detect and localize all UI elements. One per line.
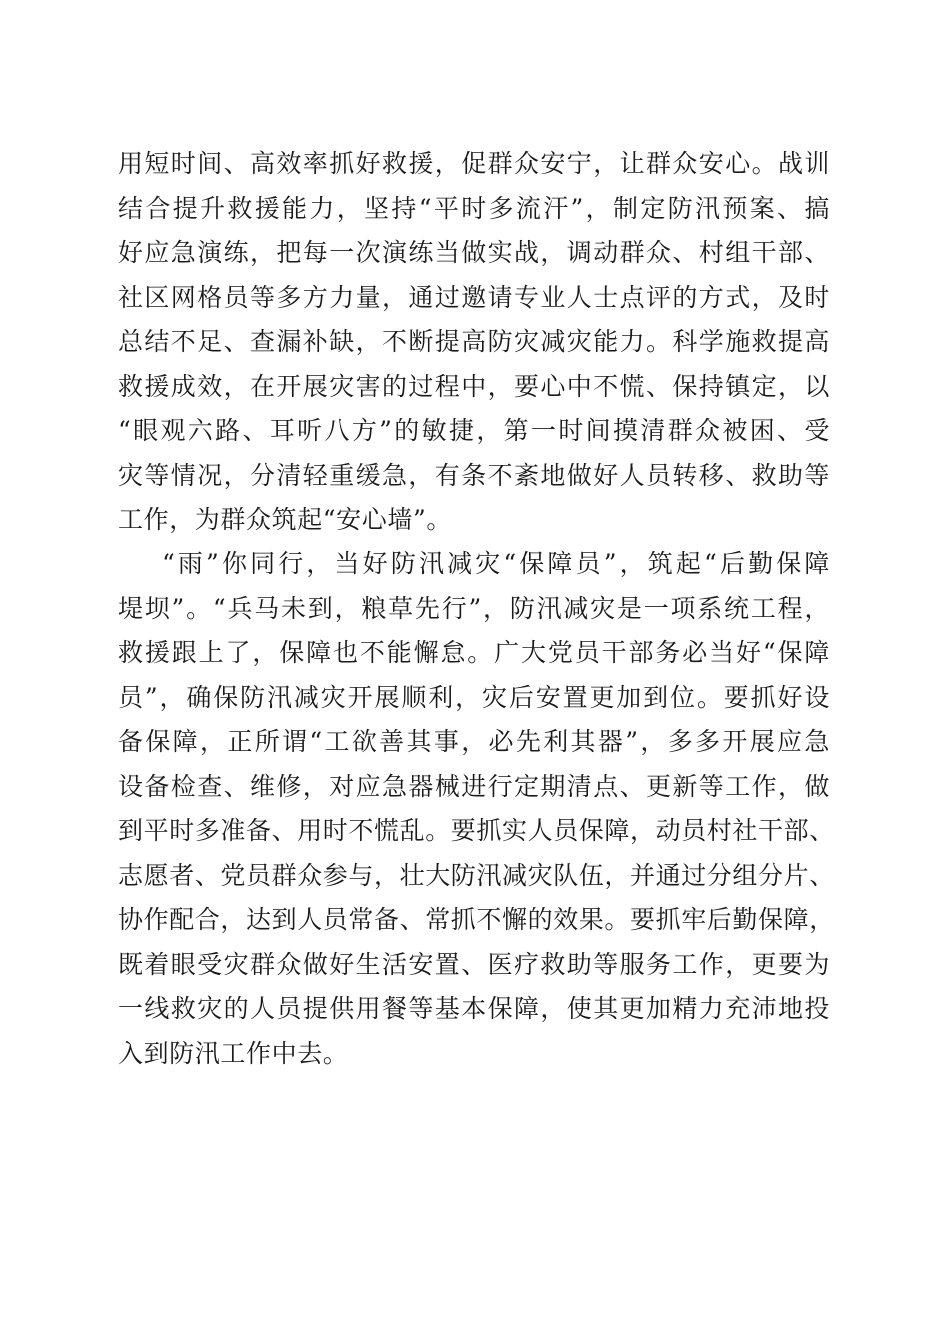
text-line: 堤坝”。“兵马未到，粮草先行”，防汛减灾是一项系统工程， [118, 593, 830, 623]
text-line: 入到防汛工作中去。 [118, 1038, 349, 1068]
text-line: 救援成效，在开展灾害的过程中，要心中不慌、保持镇定，以 [118, 371, 830, 401]
text-line: 灾等情况，分清轻重缓急，有条不紊地做好人员转移、救助等 [118, 460, 830, 490]
paragraph-rescue [118, 142, 830, 543]
text-line: “眼观六路、耳听八方”的敏捷，第一时间摸清群众被困、受 [118, 416, 830, 445]
text-line: 结合提升救援能力，坚持“平时多流汗”，制定防汛预案、搞 [118, 193, 830, 223]
text-line: 好应急演练，把每一次演练当做实战，调动群众、村组干部、 [118, 238, 830, 267]
text-line: 既着眼受灾群众做好生活安置、医疗救助等服务工作，更要为 [118, 949, 830, 979]
text-line: 员”，确保防汛减灾开展顺利，灾后安置更加到位。要抓好设 [118, 682, 830, 712]
text-line: “雨”你同行，当好防汛减灾“保障员”，筑起“后勤保障 [162, 549, 830, 578]
text-line: 社区网格员等多方力量，通过邀请专业人士点评的方式，及时 [118, 282, 830, 312]
text-line: 用短时间、高效率抓好救援，促群众安宁，让群众安心。战训 [118, 149, 830, 178]
text-line: 救援跟上了，保障也不能懈怠。广大党员干部务必当好“保障 [118, 638, 830, 667]
text-line: 志愿者、党员群众参与，壮大防汛减灾队伍，并通过分组分片、 [118, 860, 835, 890]
text-line: 备保障，正所谓“工欲善其事，必先利其器”，多多开展应急 [118, 727, 830, 756]
text-line: 协作配合，达到人员常备、常抓不懈的效果。要抓牢后勤保障， [118, 905, 835, 934]
text-line: 一线救灾的人员提供用餐等基本保障，使其更加精力充沛地投 [118, 994, 830, 1023]
text-line: 总结不足、查漏补缺，不断提高防灾减灾能力。科学施救提高 [118, 327, 830, 356]
text-line: 设备检查、维修，对应急器械进行定期清点、更新等工作，做 [118, 771, 830, 801]
text-line: 到平时多准备、用时不慌乱。要抓实人员保障，动员村社干部、 [118, 816, 835, 845]
text-line: 工作，为群众筑起“安心墙”。 [118, 505, 452, 534]
paragraph-support [118, 542, 835, 1076]
